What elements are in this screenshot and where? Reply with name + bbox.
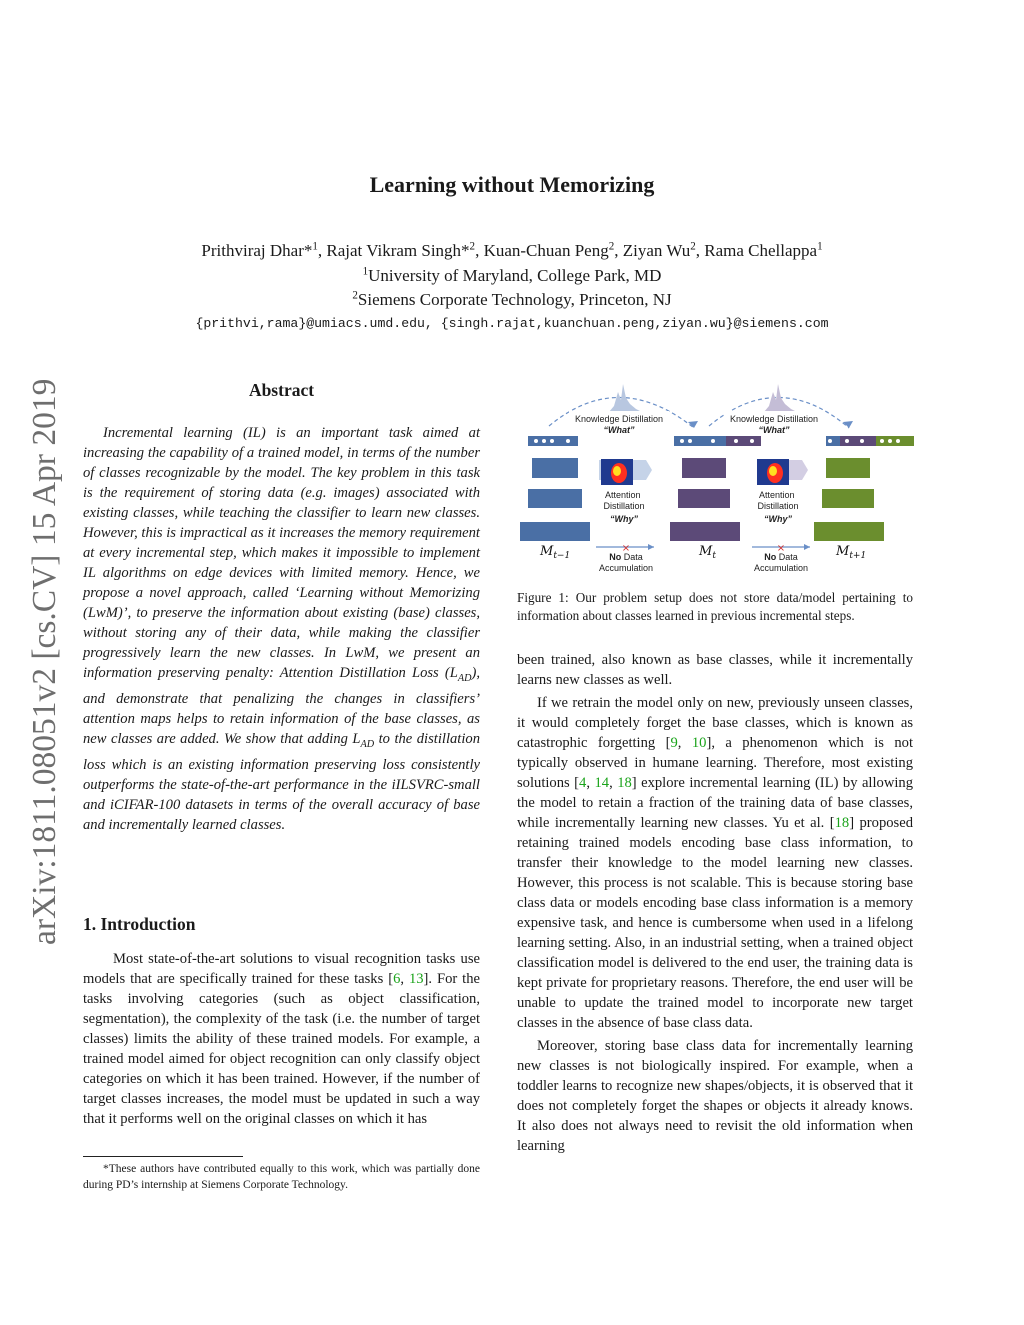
no-data-label-2: No Data: [764, 552, 798, 562]
model-label-1: $M_{t-1}$: [540, 544, 571, 561]
author: Kuan-Chuan Peng$^2$,: [483, 240, 623, 260]
kd-label-1: Knowledge Distillation: [574, 414, 664, 424]
attention-label-2: Attention Distillation: [757, 490, 799, 511]
what-label-2: “What”: [758, 425, 790, 435]
figure-caption: Figure 1: Our problem setup does not store data/model pertaining to information about classes learned in previous incremental steps.: [517, 590, 913, 623]
no-data-label-1: No Data: [609, 552, 643, 562]
arxiv-identifier: arXiv:1811.08051v2 [cs.CV] 15 Apr 2019: [26, 378, 63, 945]
layer-block: [682, 458, 726, 478]
paragraph: If we retrain the model only on new, previously unseen classes, it would completely forget the base classes, which is known as catastrophic forgetting [9, 10], a phenomenon which is not typically observed in humane learning. Therefore, most existing solutions [4, 14, 18] explore incremental learning (IL) by allowing the model to retain a fraction of the training data of base classes, while incrementally learning new classes. Yu et al. [18] proposed retaining trained models encoding base class information, to transfer their knowledge to the model learning new classes. However, this process is not scalable. This is because storing base class data or models encoding base class information is a memory expensive task, and hence is cumbersome when used in a lifelong learning setting. Also, in an industrial setting, when a trained object classification model is delivered to the end user, the training data is kept private for proprietary reasons. Therefore, the end user will be unable to update the trained model to incorporate new target classes in the absence of base class data.: [517, 695, 914, 1031]
abstract-body: Incremental learning (IL) is an important task aimed at increasing the capability of a trained model, in terms of the number of classes recognizable by the model. The key problem in this task is the requirement of storing data (e.g. images) associated with existing classes, while teaching the classifier to learn new classes. However, this is impractical as it increases the memory requirement at every incremental step, which makes it impossible to implement IL algorithms on edge devices with limited memory. Hence, we propose a novel approach, called ‘Learning without Memorizing (LwM)’, to preserve the information about existing (base) classes, without storing any of their data, while making the classifier progressively learn the new classes. In LwM, we present an information preserving penalty: Attention Distillation Loss $(L_{AD})$, and demonstrate that penalizing the changes in classifiers’ attention maps helps to retain information of the base classes, as new classes are added. We show that adding $L_{AD}$ to the distillation loss which is an existing information preserving loss consistently outperforms the state-of-the-art performance in the iILSVRC-small and iCIFAR-100 datasets in terms of the overall accuracy of base and incrementally learned classes.: [83, 425, 481, 833]
author-list: [0, 241, 1024, 261]
model-label-2: $M_t$: [699, 544, 716, 561]
layer-block: [678, 489, 730, 508]
model-label-3: $M_{t+1}$: [836, 544, 867, 561]
kd-label-2: Knowledge Distillation: [729, 414, 819, 424]
why-label-1: “Why”: [610, 514, 638, 524]
layer-block: [528, 489, 582, 508]
introduction-heading: 1. Introduction: [83, 914, 196, 934]
introduction-body: Most state-of-the-art solutions to visual recognition tasks use models that are specifically trained for these tasks [6, 13]. For the tasks involving categories (such as object classification, segmentation), the complexity of the task (i.e. the number of target classes) limits the ability of these trained models. For example, a trained model aimed for object recognition can only classify object categories on which it has been trained. However, if the number of target classes increases, the model must be updated in such a way that it performs well on the original classes on which it has: [83, 951, 481, 1127]
footnote: *These authors have contributed equally to this work, which was partially done during PD’s internship at Siemens Corporate Technology.: [83, 1163, 480, 1191]
cross-icon: ×: [621, 543, 631, 554]
what-label-1: “What”: [603, 425, 635, 435]
layer-block: [826, 458, 870, 478]
affiliation-1: $^1$University of Maryland, College Park, MD: [362, 265, 662, 285]
layer-block: [532, 458, 578, 478]
why-label-2: “Why”: [764, 514, 792, 524]
layer-block: [520, 522, 590, 541]
author: Rajat Vikram Singh*$^2$,: [326, 240, 484, 260]
distribution-icon: [764, 384, 797, 412]
footnote-rule: [83, 1156, 243, 1157]
accumulation-label-2: Accumulation: [753, 563, 809, 573]
author: Prithviraj Dhar*$^1$,: [201, 240, 327, 260]
attention-label-1: Attention Distillation: [603, 490, 645, 511]
layer-block: [670, 522, 740, 541]
cross-icon: ×: [776, 543, 786, 554]
figure-1-diagram: [514, 376, 914, 582]
layer-block: [814, 522, 884, 541]
layer-block: [822, 489, 874, 508]
author: Ziyan Wu$^2$,: [622, 240, 705, 260]
author-emails: {prithvi,rama}@umiacs.umd.edu, {singh.rajat,kuanchuan.peng,ziyan.wu}@siemens.com: [195, 316, 829, 331]
introduction-continued: [517, 650, 913, 1159]
output-vector: [726, 436, 761, 446]
abstract-heading: Abstract: [248, 380, 315, 400]
paragraph: Moreover, storing base class data for incrementally learning new classes is not biologically inspired. For example, when a toddler learns to recognize new shapes/objects, it is observed that it does not completely forget the shapes or objects it already knows. It also does not always need to revisit the old information when learning: [517, 1038, 913, 1154]
affiliation-2: $^2$Siemens Corporate Technology, Princeton, NJ: [352, 289, 672, 309]
paragraph: been trained, also known as base classes, while it incrementally learns new classes as well.: [517, 652, 913, 688]
author: Rama Chellappa$^1$: [704, 240, 823, 260]
paper-title: Learning without Memorizing: [369, 172, 655, 197]
accumulation-label-1: Accumulation: [598, 563, 654, 573]
